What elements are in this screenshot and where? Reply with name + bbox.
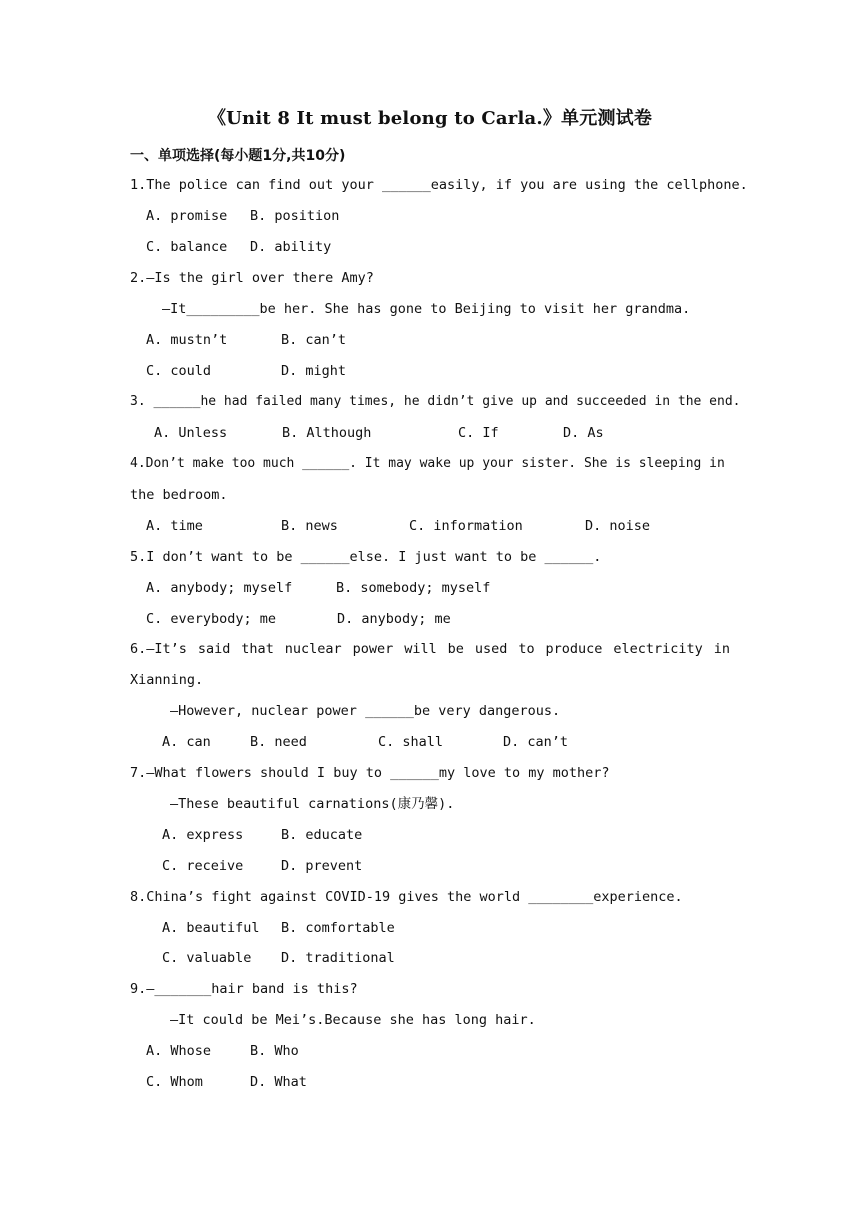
question-6-cont: Xianning.	[130, 672, 204, 688]
q7-option-a: A. express	[162, 827, 244, 843]
question-2: 2.—Is the girl over there Amy?	[130, 270, 374, 286]
q7-option-b: B. educate	[281, 827, 363, 843]
question-3: 3. ______he had failed many times, he didn’t give up and succeeded in the end.	[130, 394, 741, 409]
q5-option-b: B. somebody; myself	[336, 580, 491, 596]
question-5: 5.I don’t want to be ______else. I just want to be ______.	[130, 549, 602, 565]
q6-option-d: D. can’t	[503, 734, 569, 750]
q9-option-d: D. What	[250, 1074, 307, 1090]
q1-option-a: A. promise	[146, 208, 228, 224]
question-7: 7.—What flowers should I buy to ______my love to my mother?	[130, 765, 610, 781]
q9-option-b: B. Who	[250, 1043, 299, 1059]
q8-option-a: A. beautiful	[162, 920, 260, 936]
question-6-reply: —However, nuclear power ______be very dangerous.	[170, 703, 561, 719]
question-6: 6.—It’s said that nuclear power will be used to produce electricity in	[130, 641, 730, 657]
q5-option-d: D. anybody; me	[337, 611, 451, 627]
question-9: 9.—_______hair band is this?	[130, 981, 358, 997]
q2-option-a: A. mustn’t	[146, 332, 228, 348]
q8-option-d: D. traditional	[281, 950, 395, 966]
question-2-reply: —It_________be her. She has gone to Beijing to visit her grandma.	[162, 301, 691, 317]
section-heading: 一、单项选择(每小题1分,共10分)	[130, 148, 346, 164]
question-1: 1.The police can find out your ______easily, if you are using the cellphone.	[130, 177, 748, 193]
q3-option-b: B. Although	[282, 425, 372, 441]
q9-option-a: A. Whose	[146, 1043, 212, 1059]
question-7-reply: —These beautiful carnations(康乃馨).	[170, 796, 455, 812]
q5-option-c: C. everybody; me	[146, 611, 277, 627]
q1-option-d: D. ability	[250, 239, 332, 255]
question-4-cont: the bedroom.	[130, 487, 228, 503]
q4-option-b: B. news	[281, 518, 338, 534]
q3-option-c: C. If	[458, 425, 499, 441]
q3-option-d: D. As	[563, 425, 604, 441]
q6-option-b: B. need	[250, 734, 307, 750]
q4-option-d: D. noise	[585, 518, 651, 534]
q4-option-c: C. information	[409, 518, 523, 534]
q1-option-b: B. position	[250, 208, 340, 224]
q3-option-a: A. Unless	[154, 425, 228, 441]
q6-option-a: A. can	[162, 734, 211, 750]
q4-option-a: A. time	[146, 518, 203, 534]
q5-option-a: A. anybody; myself	[146, 580, 293, 596]
question-8: 8.China’s fight against COVID-19 gives the world ________experience.	[130, 889, 683, 905]
q7-option-c: C. receive	[162, 858, 244, 874]
question-4: 4.Don’t make too much ______. It may wake up your sister. She is sleeping in	[130, 456, 725, 471]
page-title: 《Unit 8 It must belong to Carla.》单元测试卷	[207, 108, 653, 129]
q8-option-b: B. comfortable	[281, 920, 395, 936]
q2-option-b: B. can’t	[281, 332, 347, 348]
q8-option-c: C. valuable	[162, 950, 252, 966]
question-9-reply: —It could be Mei’s.Because she has long hair.	[170, 1012, 536, 1028]
q9-option-c: C. Whom	[146, 1074, 203, 1090]
q7-option-d: D. prevent	[281, 858, 363, 874]
q2-option-d: D. might	[281, 363, 347, 379]
q2-option-c: C. could	[146, 363, 212, 379]
q1-option-c: C. balance	[146, 239, 228, 255]
q6-option-c: C. shall	[378, 734, 444, 750]
